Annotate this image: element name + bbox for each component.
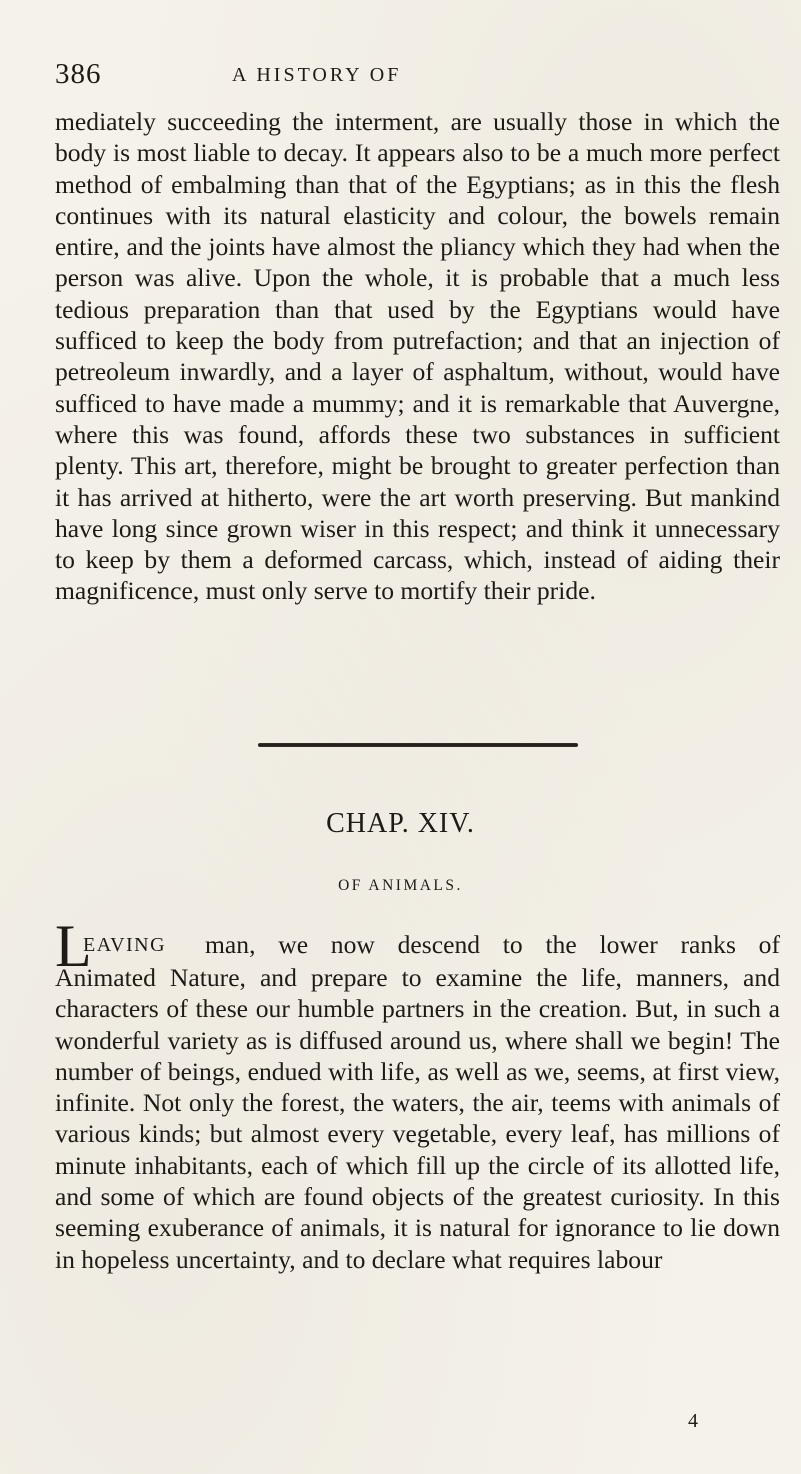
catchword: 4 (688, 1410, 698, 1432)
drop-cap: L (55, 913, 92, 979)
chapter-subtitle: OF ANIMALS. (338, 877, 463, 894)
running-title: A HISTORY OF (232, 64, 402, 86)
chapter-title: CHAP. XIV. (326, 808, 475, 839)
chapter-opening-first-line: man, we now descend to the lower ranks of (205, 930, 780, 959)
body-paragraph-continued: mediately succeeding the interment, are usually those in which the body is most liable to decay. It appears also to be a much more perfect method of embalming than that of the Egyptians; as in this the flesh continues with its natural elasticity and colour, the bowels remain entire, and the joints have almost the pliancy which they had when the person was alive. Upon the whole, it is probable that a much less tedious preparation than that used by the Egyptians would have sufficed to keep the body from putrefaction; and that an injection of petreoleum inwardly, and a layer of asphaltum, without, would have sufficed to have made a mummy; and it is remarkable that Auvergne, where this was found, affords these two substances in sufficient plenty. This art, therefore, might be brought to greater perfection than it has arrived at hitherto, were the art worth preserving. But mankind have long since grown wiser in this respect; and think it unnecessary to keep by them a deformed carcass, which, instead of aiding their magnificence, must only serve to mortify their pride. (55, 107, 780, 606)
page-number: 386 (55, 58, 102, 90)
section-divider-rule (258, 743, 578, 747)
first-word-small-caps: EAVING (83, 934, 167, 956)
running-head (55, 58, 761, 98)
chapter-opening-paragraph: Animated Nature, and prepare to examine the life, manners, and characters of these our humble partners in the creation. But, in such a wonderful variety as is diffused around us, where shall we begin! The number of beings, endued with life, as well as we, seems, at first view, infinite. Not only the forest, the waters, the air, teems with animals of various kinds; but almost every vegetable, every leaf, has millions of minute inhabitants, each of which fill up the circle of its allotted life, and some of which are found objects of the greatest curiosity. In this seeming exuberance of animals, it is natural for ignorance to lie down in hopeless uncertainty, and to declare what requires labour (55, 963, 780, 1274)
